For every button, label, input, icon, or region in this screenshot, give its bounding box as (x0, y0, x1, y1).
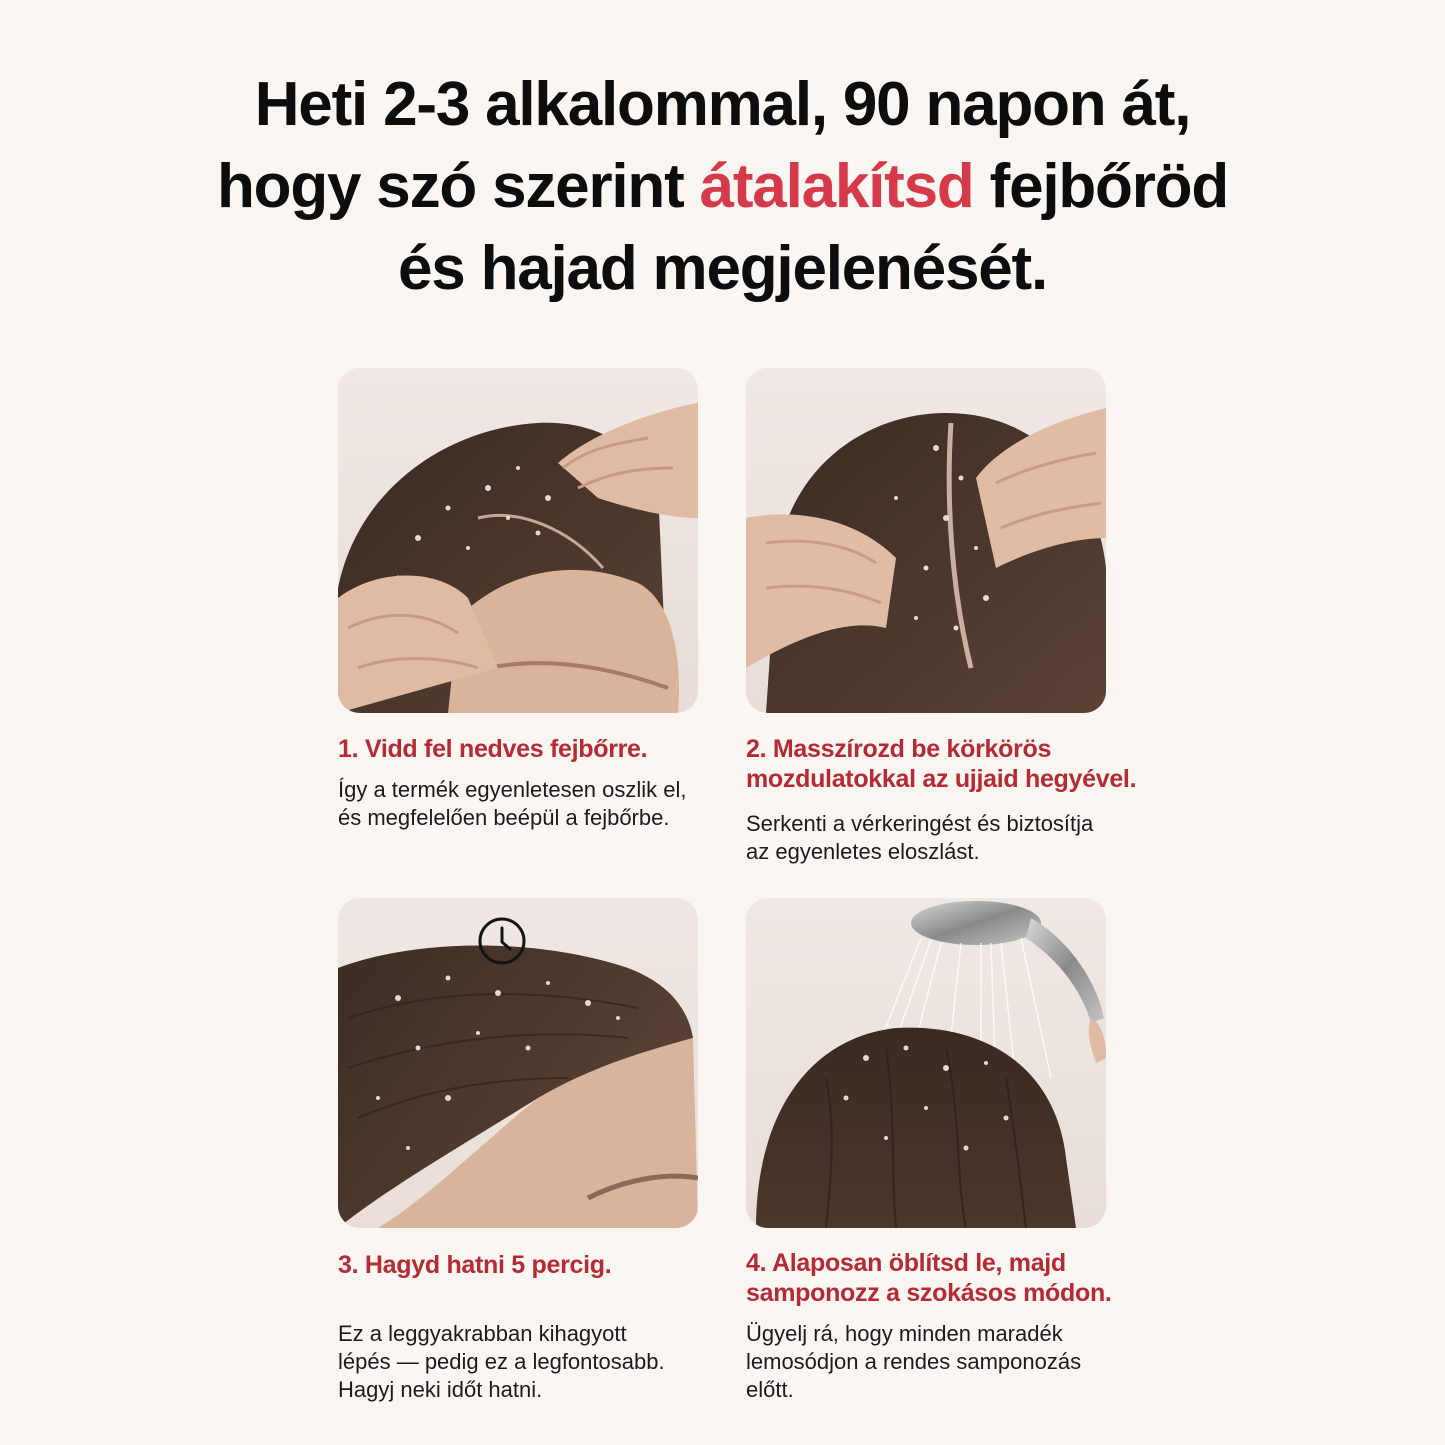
headline (60, 64, 1385, 310)
step-card-2 (746, 368, 1166, 866)
step-1-photo (338, 368, 698, 713)
step-1-title: 1. Vidd fel nedves fejbőrre. (338, 735, 648, 763)
step-card-4 (746, 898, 1166, 1404)
headline-line-2 (60, 146, 1385, 228)
headline-accent-word: átalakítsd (699, 152, 974, 221)
step-card-3 (338, 898, 758, 1404)
headline-line-3: és hajad megjelenését. (397, 234, 1048, 303)
headline-line-2-end: fejbőröd (973, 152, 1228, 221)
headline-line-2-start: hogy szó szerint (216, 152, 700, 221)
step-2-description: Serkenti a vérkeringést és biztosítja az egyenletes eloszlást. (746, 811, 1094, 864)
step-card-1 (338, 368, 758, 832)
step-3-photo (338, 898, 698, 1228)
step-1-description: Így a termék egyenletesen oszlik el, és megfelelően beépül a fejbőrbe. (338, 777, 687, 830)
step-3-description: Ez a leggyakrabban kihagyott lépés — pedig ez a legfontosabb. Hagyj neki időt hatni. (338, 1321, 665, 1402)
step-2-photo (746, 368, 1106, 713)
step-3-title: 3. Hagyd hatni 5 percig. (338, 1251, 612, 1279)
step-2-title: 2. Masszírozd be körkörös mozdulatokkal az ujjaid hegyével. (746, 735, 1137, 793)
headline-line-1: Heti 2-3 alkalommal, 90 napon át, (254, 70, 1191, 139)
clock-icon (338, 916, 682, 966)
step-4-title: 4. Alaposan öblítsd le, majd samponozz a szokásos módon. (746, 1249, 1112, 1307)
step-4-description: Ügyelj rá, hogy minden maradék lemosódjon a rendes samponozás előtt. (746, 1321, 1082, 1402)
step-4-photo (746, 898, 1106, 1228)
